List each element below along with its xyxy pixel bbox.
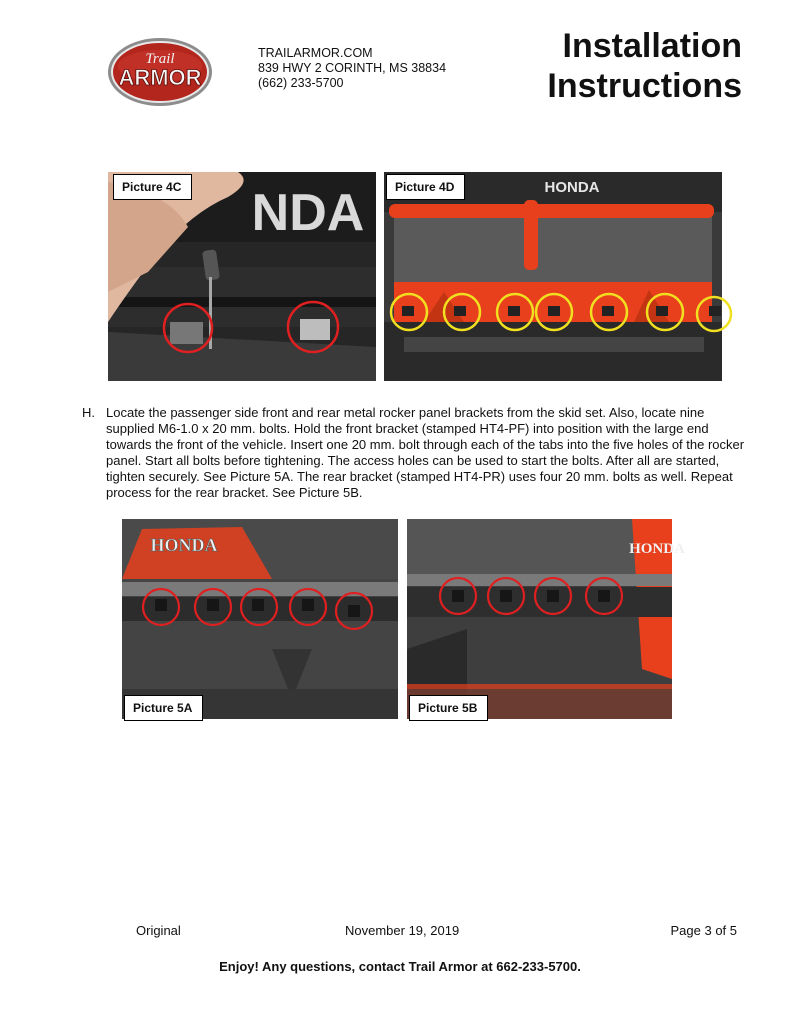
svg-text:Trail: Trail — [145, 51, 175, 67]
picture-4d-label: Picture 4D — [386, 174, 465, 200]
company-info — [258, 46, 446, 91]
footer-revision: Original — [136, 923, 181, 938]
trail-armor-logo — [106, 36, 214, 108]
step-letter: H. — [82, 405, 95, 420]
svg-text:HONDA: HONDA — [544, 179, 600, 196]
footer-contact-note: Enjoy! Any questions, contact Trail Armor at 662-233-5700. — [219, 959, 581, 974]
svg-text:HONDA: HONDA — [629, 541, 685, 557]
svg-text:HONDA: HONDA — [150, 535, 218, 555]
picture-4c-label: Picture 4C — [113, 174, 192, 200]
page-title: Installation Instructions — [547, 27, 742, 105]
company-website: TRAILARMOR.COM — [258, 46, 373, 60]
picture-5a-label: Picture 5A — [124, 695, 203, 721]
company-phone: (662) 233-5700 — [258, 76, 344, 90]
picture-4c — [108, 172, 376, 381]
picture-5b-label: Picture 5B — [409, 695, 488, 721]
svg-text:NDA: NDA — [251, 184, 365, 242]
company-address: 839 HWY 2 CORINTH, MS 38834 — [258, 61, 447, 75]
picture-5a — [122, 519, 398, 719]
picture-5b — [407, 519, 685, 719]
footer-page-number: Page 3 of 5 — [670, 923, 737, 938]
svg-text:ARMOR: ARMOR — [118, 65, 202, 90]
step-text: Locate the passenger side front and rear metal rocker panel brackets from the skid set. Also, locate nine supplied M6-1.0 x 20 mm. bolts. Hold the front bracket (stamped HT4-PF) into position with the large end towards the front of the vehicle. Insert one 20 mm. bolt through each of the tabs into the five holes of the rocker panel. Start all bolts before tightening. The access holes can be used to start the bolts. After all are started, tighten securely. See Picture 5A. The rear bracket (stamped HT4-PR) uses four 20 mm. bolts as well. Repeat process for the rear bracket. See Picture 5B. — [106, 405, 745, 500]
picture-4d — [384, 172, 722, 381]
footer-date: November 19, 2019 — [345, 923, 460, 938]
